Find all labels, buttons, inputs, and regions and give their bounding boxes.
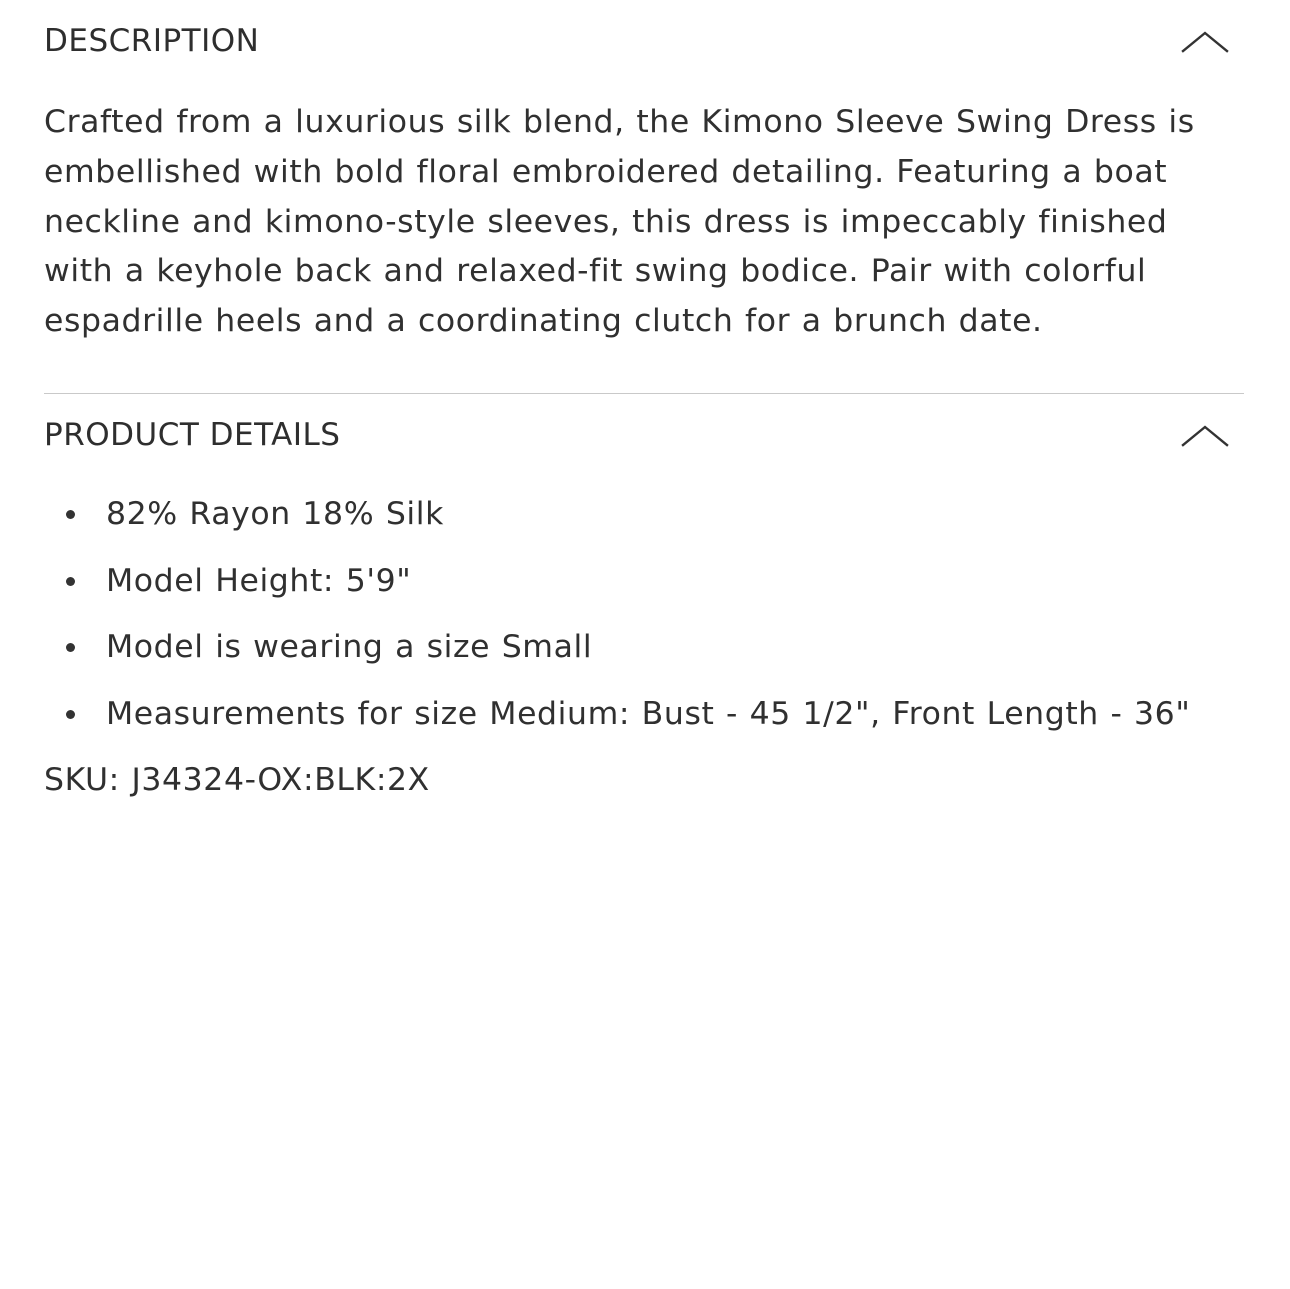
- product-details-list: [44, 490, 1246, 739]
- list-item: Measurements for size Medium: Bust - 45 1/2", Front Length - 36": [44, 690, 1246, 739]
- product-details-section: [44, 394, 1246, 805]
- list-item: Model Height: 5'9": [44, 557, 1246, 606]
- description-section: [44, 0, 1246, 347]
- product-details-title: PRODUCT DETAILS: [44, 417, 341, 454]
- chevron-up-icon[interactable]: [1178, 416, 1232, 456]
- description-title: DESCRIPTION: [44, 23, 260, 60]
- description-section-header[interactable]: [44, 0, 1246, 62]
- list-item: Model is wearing a size Small: [44, 623, 1246, 672]
- list-item: 82% Rayon 18% Silk: [44, 490, 1246, 539]
- chevron-up-icon[interactable]: [1178, 22, 1232, 62]
- description-text: Crafted from a luxurious silk blend, the Kimono Sleeve Swing Dress is embellished with bold floral embroidered detailing. Featuring a boat neckline and kimono-style sleeves, this dress is impeccably finished with a keyhole back and relaxed-fit swing bodice. Pair with colorful espadrille heels and a coordinating clutch for a brunch date.: [44, 104, 1195, 340]
- product-details-section-header[interactable]: [44, 394, 1246, 456]
- sku-text: SKU: J34324-OX:BLK:2X: [44, 762, 430, 799]
